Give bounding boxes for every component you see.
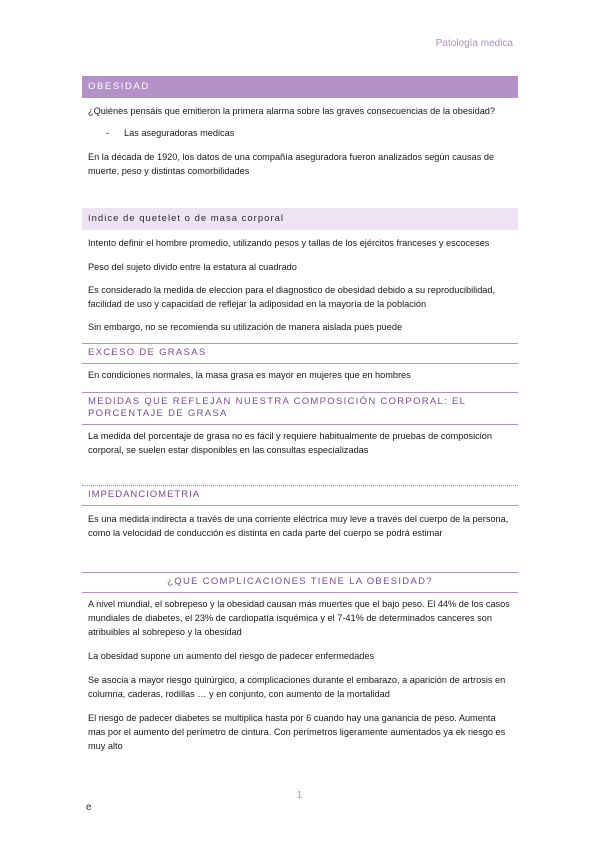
section-heading-obesidad: OBESIDAD <box>82 76 518 98</box>
section-heading-complicaciones: ¿QUE COMPLICACIONES TIENE LA OBESIDAD? <box>82 572 518 593</box>
page-header: Patología medica <box>435 38 513 49</box>
section-heading-impedancia: IMPEDANCIOMETRIA <box>82 485 518 506</box>
paragraph: A nivel mundial, el sobrepeso y la obesidad causan más muertes que el bajo peso. El 44% de los casos mundiales de diabetes, el 23% de cardiopatía isquémica y el 7-41% de determinados canceres son atribuibles al sobrepeso y la obesidad <box>88 599 510 637</box>
paragraph: Intento definir el hombre promedio, utilizando pesos y tallas de los ejércitos franceses y escoceses <box>88 238 490 248</box>
paragraph: Peso del sujeto divido entre la estatura al cuadrado <box>88 262 297 272</box>
bullet-mark: - <box>106 128 110 138</box>
paragraph: En la década de 1920, los datos de una compañía aseguradora fueron analizados según causas de muerte, peso y distintas comorbilidades <box>88 152 495 176</box>
paragraph: Es una medida indirecta a través de una corriente eléctrica muy leve a través del cuerpo de la persona, como la velocidad de conducción es distinta en cada parte del cuerpo se podrá estimar <box>88 514 509 538</box>
paragraph: En condiciones normales, la masa grasa es mayor en mujeres que en hombres <box>88 370 411 380</box>
bullet-text: Las aseguradoras medicas <box>124 128 235 138</box>
paragraph: La obesidad supone un aumento del riesgo de padecer enfermedades <box>88 651 375 661</box>
footer-mark: e <box>86 802 92 813</box>
paragraph: La medida del porcentaje de grasa no es fácil y requiere habitualmente de pruebas de composicion corporal, se suelen estar disponibles en las consultas especializadas <box>88 431 492 455</box>
paragraph: El riesgo de padecer diabetes se multiplica hasta por 6 cuando hay una ganancia de peso. Aumenta mas por el aumento del perímetro de cintura. Con perímetros ligeramente aumentados ya ek riesgo es muy alto <box>88 713 506 751</box>
section-heading-imc: índice de quetelet o de masa corporal <box>82 208 518 230</box>
question-text: ¿Quiénes pensáis que emitieron la primera alarma sobre las graves consecuencias de la obesidad? <box>88 106 496 116</box>
paragraph: Se asocia a mayor riesgo quirúrgico, a complicaciones durante el embarazo, a aparición de artrosis en columna, caderas, rodillas … y en conjunto, con aumento de la mortalidad <box>88 675 506 699</box>
page-number: 1 <box>296 790 303 801</box>
section-heading-medidas: MEDIDAS QUE REFLEJAN NUESTRA COMPOSICIÓN CORPORAL: EL PORCENTAJE DE GRASA <box>82 392 518 425</box>
paragraph: Sin embargo, no se recomienda su utilización de manera aislada pues puede <box>88 322 403 332</box>
bullet-item <box>82 126 518 140</box>
document-body <box>82 76 518 753</box>
section-heading-exceso: EXCESO DE GRASAS <box>82 343 518 364</box>
paragraph: Es considerado la medida de eleccion para el diagnostico de obesidad debido a su reproducibilidad, facilidad de uso y capacidad de reflejar la adiposidad en la mayoría de la población <box>88 285 496 309</box>
